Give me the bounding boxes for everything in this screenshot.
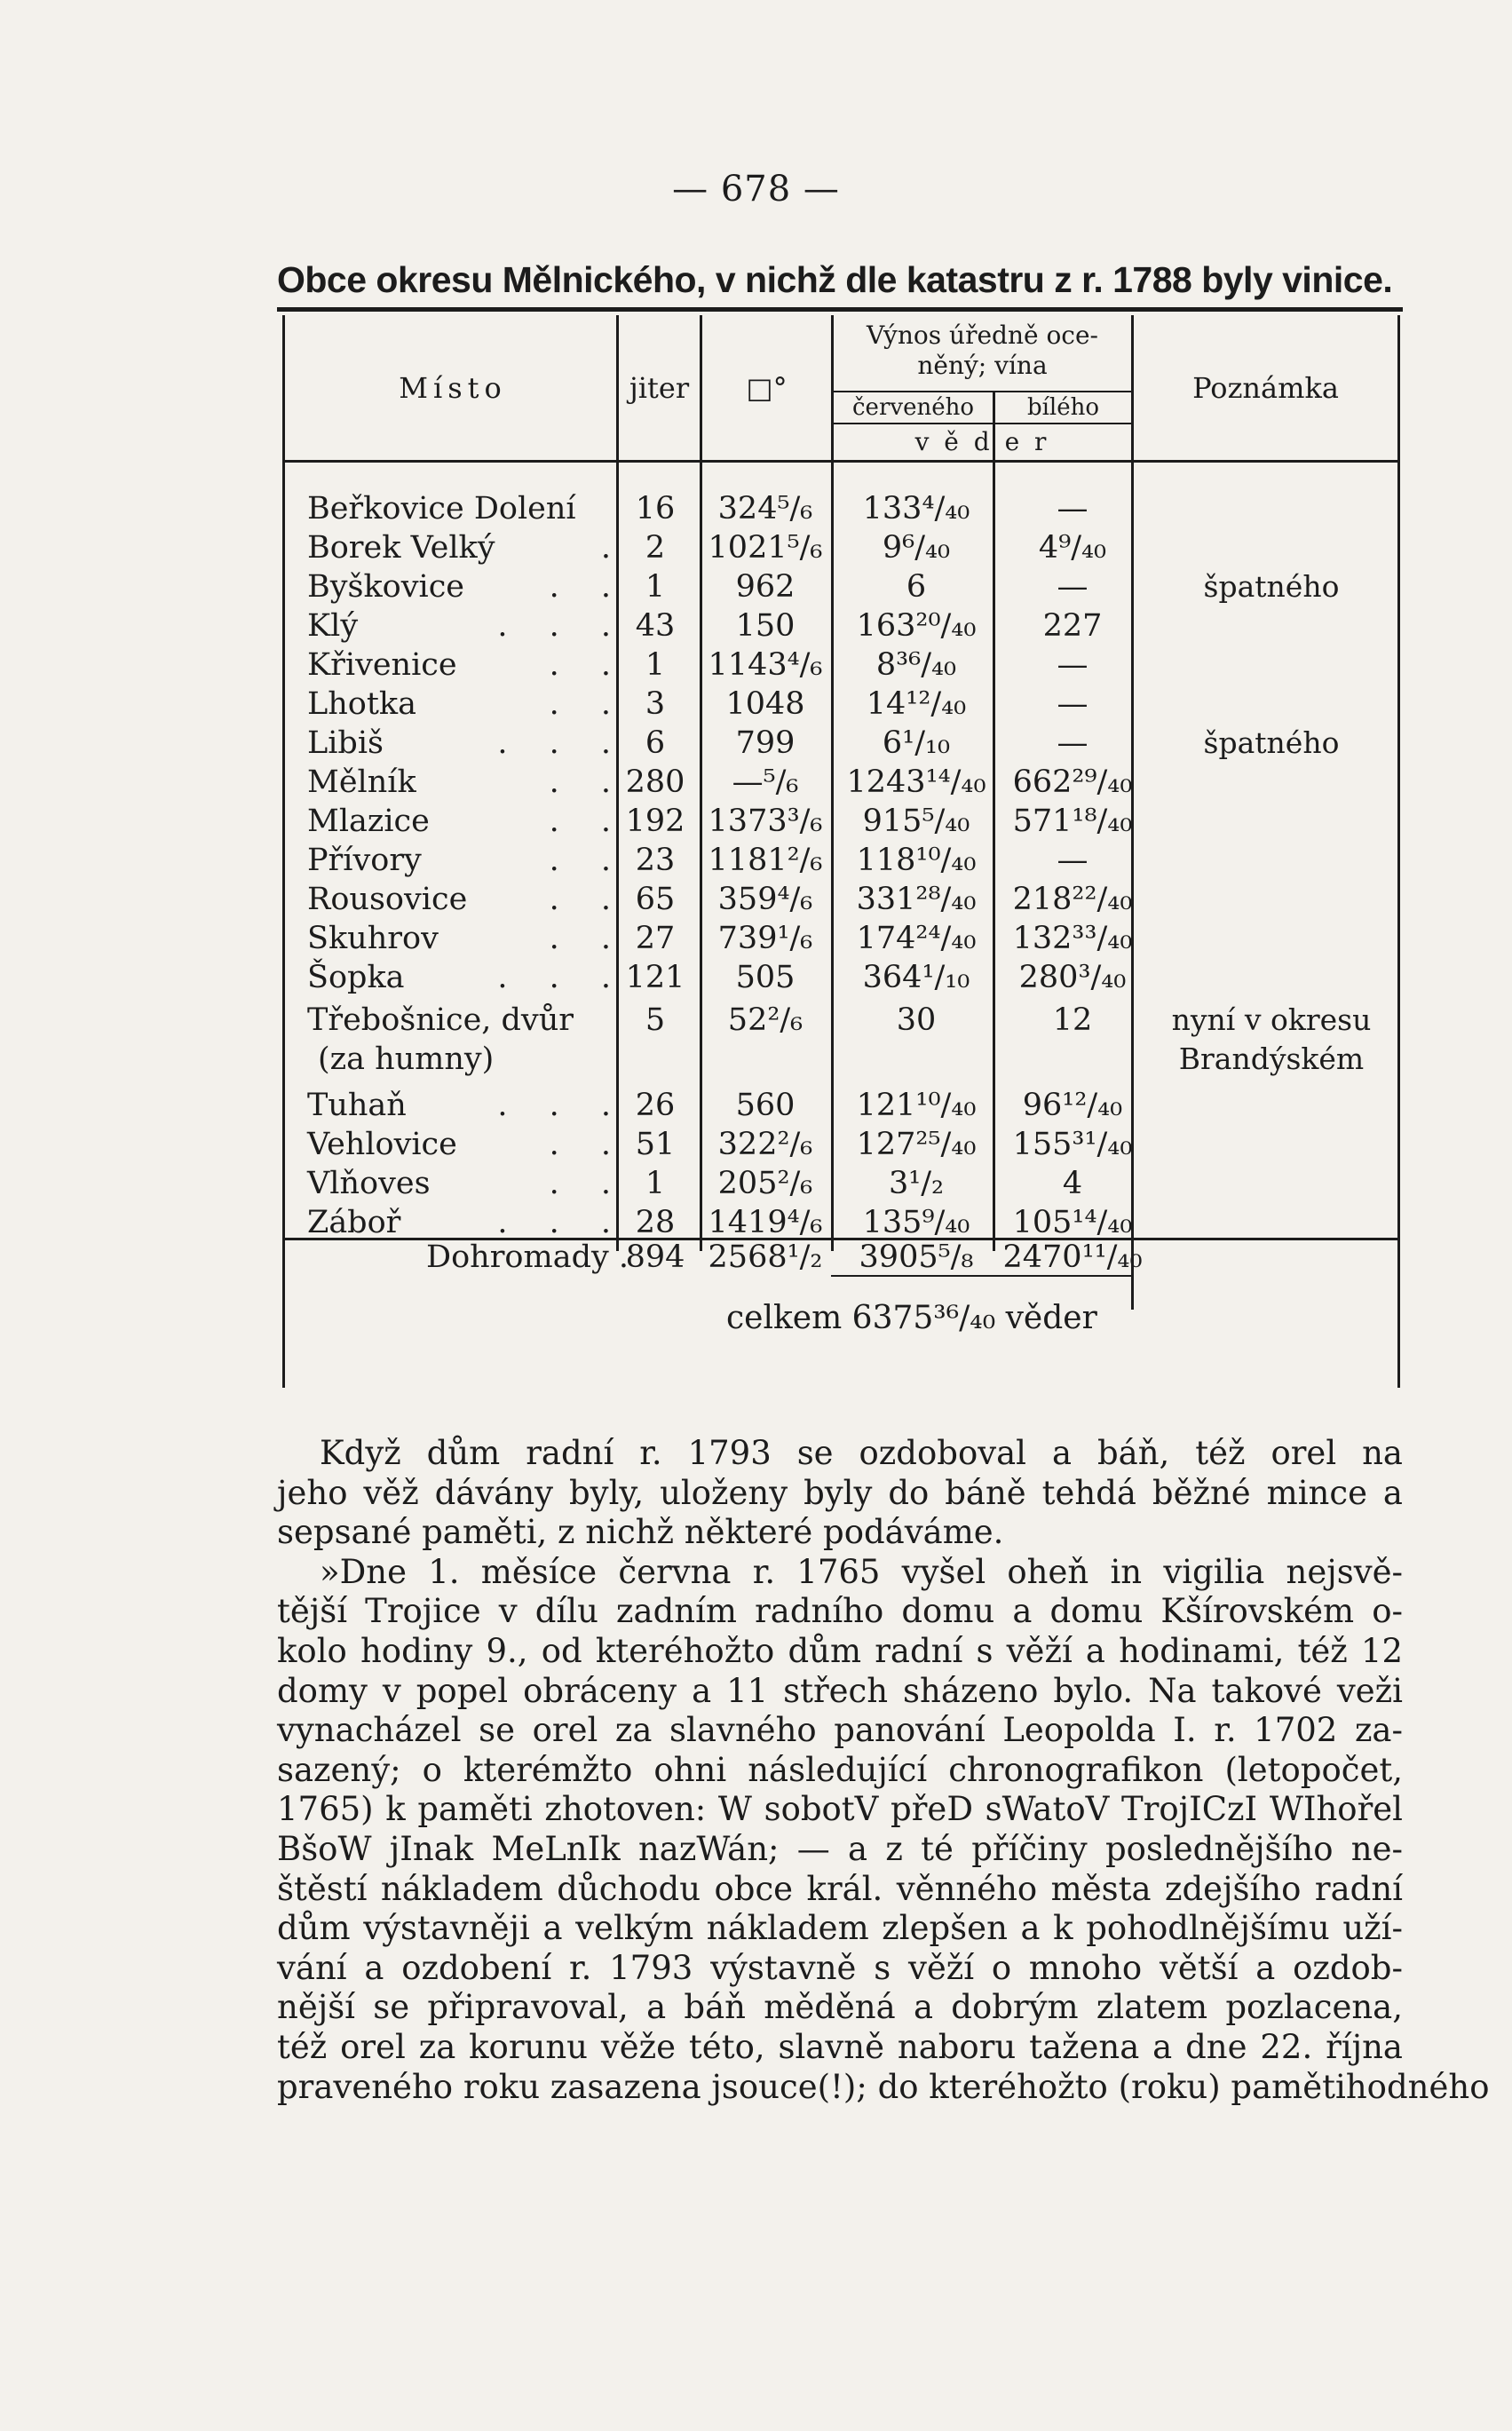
table-row (282, 491, 1401, 530)
cell-jiter: 121 (625, 960, 685, 995)
cell-place: Mlazice (307, 804, 430, 839)
cell-place: Třebošnice, dvůr (307, 1002, 574, 1038)
table-row (282, 1166, 1401, 1205)
cell-sq: 1419⁴/₆ (708, 1205, 823, 1240)
cell-red: 331²⁸/₄₀ (856, 882, 977, 917)
total-red: 3905⁵/₈ (859, 1239, 974, 1275)
header-square: □° (746, 371, 788, 405)
cell-jiter: 5 (645, 1002, 666, 1038)
text-line: jeho věž dávány byly, uloženy byly do báně tehdá běžné mince a (277, 1473, 1403, 1512)
header-sub-rule (831, 391, 1131, 392)
cell-white: 96¹²/₄₀ (1022, 1088, 1123, 1123)
cell-white: 4 (1062, 1166, 1083, 1201)
cell-white: — (1057, 725, 1088, 761)
cell-sq: 1021⁵/₆ (708, 530, 823, 566)
cell-place: Křivenice (307, 647, 457, 683)
cell-sq: 1048 (725, 686, 805, 722)
cell-jiter: 16 (635, 491, 676, 527)
table-row (282, 1088, 1401, 1127)
cell-red: 121¹⁰/₄₀ (856, 1088, 977, 1123)
cell-jiter: 26 (635, 1088, 676, 1123)
table-row (282, 569, 1401, 608)
total-white: 2470¹¹/₄₀ (1002, 1239, 1143, 1275)
cell-white: 12 (1052, 1002, 1093, 1038)
cell-red: 133⁴/₄₀ (862, 491, 970, 527)
text-line: »Dne 1. měsíce června r. 1765 vyšel oheň in vigilia nejsvě- (320, 1552, 1403, 1591)
page-number: — 678 — (672, 169, 840, 210)
header-bottom-rule (282, 460, 1397, 463)
cell-red: 915⁵/₄₀ (862, 804, 970, 839)
cell-jiter: 280 (625, 764, 685, 800)
text-line: nější se připravoval, a báň měděná a dobrým zlatem pozlacena, (277, 1988, 1403, 2027)
leader-dots: . . . (497, 1205, 627, 1240)
text-line: též orel za korunu věže této, slavně naboru tažena a dne 22. října (277, 2027, 1403, 2066)
header-cerveneho: červeného (852, 394, 974, 421)
table-row (282, 843, 1401, 882)
text-line: sazený; o kterémžto ohni následující chronografikon (letopočet, (277, 1750, 1403, 1789)
cell-jiter: 23 (635, 843, 676, 878)
cell-red: 6¹/₁₀ (882, 725, 951, 761)
cell-place: Záboř (307, 1205, 401, 1240)
cell-jiter: 6 (645, 725, 666, 761)
header-poznamka: Poznámka (1192, 371, 1339, 405)
table-row (282, 686, 1401, 725)
cell-white: 218²²/₄₀ (1012, 882, 1133, 917)
text-line: BšoW jInak MeLnIk nazWán; — a z té příčiny poslednějšího ne- (277, 1829, 1403, 1868)
cell-note: Brandýském (1178, 1041, 1365, 1076)
cell-place: Vlňoves (307, 1166, 431, 1201)
table-row (282, 1127, 1401, 1166)
leader-dots: . . (549, 843, 627, 878)
cell-red: 1243¹⁴/₄₀ (846, 764, 986, 800)
cell-jiter: 28 (635, 1205, 676, 1240)
cell-red: 174²⁴/₄₀ (856, 921, 977, 956)
leader-dots: . . (549, 764, 627, 800)
leader-dots: . . (549, 569, 627, 605)
cell-jiter: 27 (635, 921, 676, 956)
table-row (282, 1041, 1401, 1081)
table-row (282, 960, 1401, 999)
table-row (282, 530, 1401, 569)
leader-dots: . . (549, 1166, 627, 1201)
cell-jiter: 3 (645, 686, 666, 722)
cell-jiter: 1 (645, 1166, 666, 1201)
cell-red: 9⁶/₄₀ (882, 530, 951, 566)
heading-rule (277, 307, 1403, 312)
cell-place: Šopka (307, 960, 405, 995)
cell-sq: 1181²/₆ (708, 843, 823, 878)
cell-white: 662²⁹/₄₀ (1012, 764, 1133, 800)
leader-dots: . . (549, 686, 627, 722)
leader-dots: . . (549, 1127, 627, 1162)
table-row (282, 1205, 1401, 1244)
cell-jiter: 1 (645, 569, 666, 605)
text-line: Když dům radní r. 1793 se ozdoboval a báň, též orel na (320, 1434, 1403, 1472)
leader-dots: . . . (497, 608, 627, 644)
leader-dots: . . . (497, 1088, 627, 1123)
text-line: vynacházel se orel za slavného panování Leopolda I. r. 1702 za- (277, 1711, 1403, 1750)
cell-place: Tuhaň (307, 1088, 407, 1123)
cell-white: 4⁹/₄₀ (1038, 530, 1107, 566)
leader-dots: . . (549, 804, 627, 839)
cell-place: Libiš (307, 725, 384, 761)
cell-red: 135⁹/₄₀ (862, 1205, 970, 1240)
cell-white: — (1057, 491, 1088, 527)
header-jiter: jiter (629, 371, 690, 405)
cell-red: 8³⁶/₄₀ (875, 647, 957, 683)
cell-place: Vehlovice (307, 1127, 457, 1162)
cell-place: Přívory (307, 843, 422, 878)
cell-jiter: 192 (625, 804, 685, 839)
cell-sq: 324⁵/₆ (717, 491, 813, 527)
table-row (282, 1002, 1401, 1041)
cell-place: Beřkovice Dolení (307, 491, 576, 527)
leader-dots: . . (549, 921, 627, 956)
cell-sq: 359⁴/₆ (717, 882, 813, 917)
cell-white: 280³/₄₀ (1018, 960, 1127, 995)
cell-place: Rousovice (307, 882, 468, 917)
header-sub-rule-2 (831, 423, 1131, 424)
table-row (282, 882, 1401, 921)
cell-note: nyní v okresu (1171, 1002, 1372, 1037)
leader-dots: . . (549, 882, 627, 917)
text-line: 1765) k paměti zhotoven: W sobotV přeD sWatoV TrojICzI WIhořel (277, 1790, 1403, 1829)
leader-dots: . . (549, 647, 627, 683)
cell-jiter: 2 (645, 530, 666, 566)
cell-red: 14¹²/₄₀ (866, 686, 967, 722)
cell-sq: 962 (735, 569, 796, 605)
text-line: kolo hodiny 9., od kteréhožto dům radní s věží a hodinami, též 12 (277, 1631, 1403, 1670)
cell-note: špatného (1203, 725, 1340, 760)
cell-white: 132³³/₄₀ (1012, 921, 1133, 956)
cell-sq: —⁵/₆ (732, 764, 799, 800)
cell-place: Mělník (307, 764, 416, 800)
text-line: domy v popel obráceny a 11 střech sházeno bylo. Na takové veži (277, 1671, 1403, 1710)
cell-jiter: 43 (635, 608, 676, 644)
cell-sq: 205²/₆ (717, 1166, 813, 1201)
table-row (282, 725, 1401, 764)
text-line: sepsané paměti, z nichž některé podáváme. (277, 1513, 1004, 1552)
grand-total: celkem 6375³⁶/₄₀ věder (726, 1300, 1097, 1336)
cell-sq: 322²/₆ (717, 1127, 813, 1162)
total-jiter: 894 (625, 1239, 685, 1275)
header-vynos-1: Výnos úředně oce- (866, 321, 1099, 350)
leader-dots: . (600, 530, 627, 566)
cell-red: 127²⁵/₄₀ (856, 1127, 977, 1162)
cell-note: špatného (1203, 569, 1340, 604)
cell-jiter: 1 (645, 647, 666, 683)
cell-white: 571¹⁸/₄₀ (1012, 804, 1133, 839)
cell-sq: 560 (735, 1088, 796, 1123)
cell-sq: 150 (735, 608, 796, 644)
cell-place: Borek Velký (307, 530, 495, 566)
cell-sq: 739¹/₆ (717, 921, 813, 956)
leader-dots: . . . (497, 725, 627, 761)
table-row (282, 608, 1401, 647)
header-bileho: bílého (1026, 394, 1100, 421)
total-label: Dohromady . (426, 1239, 629, 1275)
cell-white: 105¹⁴/₄₀ (1012, 1205, 1133, 1240)
table-row (282, 921, 1401, 960)
table-row (282, 647, 1401, 686)
cell-red: 163²⁰/₄₀ (856, 608, 977, 644)
total-row (282, 1239, 1401, 1279)
cell-place: Byškovice (307, 569, 465, 605)
text-line: praveného roku zasazena jsouce(!); do kteréhožto (roku) pamětihodného (277, 2067, 1490, 2106)
text-line: tější Trojice v dílu zadním radního domu a domu Kšírovském o- (277, 1592, 1403, 1631)
cell-place: (za humny) (318, 1041, 495, 1077)
cell-red: 118¹⁰/₄₀ (856, 843, 977, 878)
cell-white: — (1057, 843, 1088, 878)
cell-white: — (1057, 686, 1088, 722)
cell-white: 227 (1042, 608, 1103, 644)
cell-place: Skuhrov (307, 921, 439, 956)
total-sq: 2568¹/₂ (708, 1239, 823, 1275)
header-misto: Místo (399, 371, 507, 405)
text-line: dům výstavněji a velkým nákladem zlepšen a k pohodlnějšímu uží- (277, 1909, 1403, 1948)
cell-sq: 52²/₆ (727, 1002, 803, 1038)
table-row (282, 804, 1401, 843)
cell-jiter: 51 (635, 1127, 676, 1162)
table-heading: Obce okresu Mělnického, v nichž dle katastru z r. 1788 byly vinice. (277, 259, 1393, 300)
cell-sq: 1143⁴/₆ (708, 647, 823, 683)
cell-sq: 505 (735, 960, 796, 995)
cell-place: Klý (307, 608, 359, 644)
leader-dots: . . . (497, 960, 627, 995)
cell-red: 3¹/₂ (888, 1166, 945, 1201)
cell-white: 155³¹/₄₀ (1012, 1127, 1133, 1162)
header-vedr: v ě d e r (914, 427, 1050, 456)
cell-place: Lhotka (307, 686, 416, 722)
body-text (277, 1434, 1490, 2107)
text-line: štěstí nákladem důchodu obce král. věnného města zdejšího radní (277, 1869, 1403, 1908)
text-line: vání a ozdobení r. 1793 výstavně s věží o mnoho větší a ozdob- (277, 1948, 1403, 1987)
cell-sq: 1373³/₆ (708, 804, 823, 839)
cell-red: 364¹/₁₀ (862, 960, 970, 995)
cell-sq: 799 (735, 725, 796, 761)
table-row (282, 764, 1401, 804)
header-vynos-2: něný; vína (917, 351, 1048, 380)
cell-white: — (1057, 647, 1088, 683)
cell-white: — (1057, 569, 1088, 605)
cell-jiter: 65 (635, 882, 676, 917)
cell-red: 30 (896, 1002, 937, 1038)
cell-red: 6 (906, 569, 927, 605)
